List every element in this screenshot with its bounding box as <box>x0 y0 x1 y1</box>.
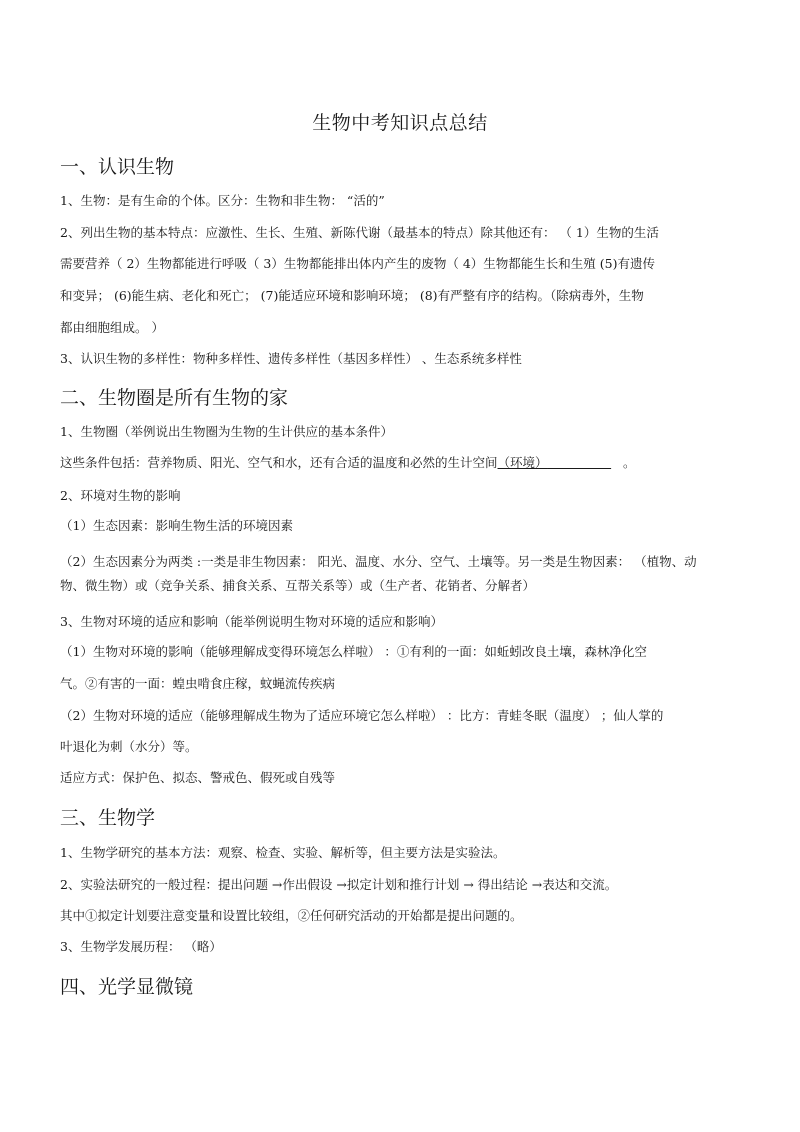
section-heading-2: 二、生物圈是所有生物的家 <box>60 387 289 409</box>
paragraph-text: 这些条件包括：营养物质、阳光、空气和水，还有合适的温度和必然的生计空间 <box>60 455 498 470</box>
paragraph-line: 3、认识生物的多样性：物种多样性、遗传多样性（基因多样性） 、生态系统多样性 <box>60 351 522 366</box>
paragraph-line: 1、生物圈（举例说出生物圈为生物的生计供应的基本条件） <box>60 424 393 439</box>
paragraph-line: 其中①拟定计划要注意变量和设置比较组，②任何研究活动的开始都是提出问题的。 <box>60 908 523 923</box>
paragraph-line: 1、生物学研究的基本方法：观察、检查、实验、解析等，但主要方法是实验法。 <box>60 845 506 860</box>
page-title: 生物中考知识点总结 <box>312 112 488 134</box>
paragraph-line: 3、生物对环境的适应和影响（能举例说明生物对环境的适应和影响） <box>60 614 443 629</box>
paragraph-line: 叶退化为刺（水分）等。 <box>60 739 198 754</box>
paragraph-line: 3、生物学发展历程： （略） <box>60 939 222 954</box>
paragraph-line: 2、实验法研究的一般过程：提出问题 →作出假设 →拟定计划和推行计划 → 得出结论 →表达和交流。 <box>60 877 618 892</box>
paragraph-line: 需要营养（ 2）生物都能进行呼吸（ 3）生物都能排出体内产生的废物（ 4）生物都能生长和生殖 (5)有遗传 <box>60 256 655 271</box>
section-heading-1: 一、认识生物 <box>60 156 175 178</box>
paragraph-line: （2）生物对环境的适应（能够理解成生物为了适应环境它怎么样啦） ：比方：青蛙冬眠（温度） ；仙人掌的 <box>60 708 664 723</box>
paragraph-line: 和变异； (6)能生病、老化和死亡； (7)能适应环境和影响环境； (8)有严整有序的结构。（除病毒外，生物 <box>60 288 644 303</box>
paragraph-line: 气。②有害的一面：蝗虫啃食庄稼，蚊蝇流传疾病 <box>60 676 336 691</box>
paragraph-line: 适应方式：保护色、拟态、警戒色、假死或自残等 <box>60 770 336 785</box>
paragraph-line: （1）生物对环境的影响（能够理解成变得环境怎么样啦） ：①有利的一面：如蚯蚓改良土壤，森林净化空 <box>60 644 647 659</box>
paragraph-line: 2、环境对生物的影响 <box>60 488 181 503</box>
paragraph-line: 1、生物：是有生命的个体。区分：生物和非生物： “活的” <box>60 193 385 208</box>
paragraph-line <box>60 453 636 471</box>
section-heading-4: 四、光学显微镜 <box>60 976 194 998</box>
paragraph-line: 2、列出生物的基本特点：应激性、生长、生殖、新陈代谢（最基本的特点）除其他还有： （ 1）生物的生活 <box>60 225 659 240</box>
paragraph-line: 都由细胞组成。 ） <box>60 320 164 335</box>
section-heading-3: 三、生物学 <box>60 807 156 829</box>
paragraph-text: 。 <box>623 455 636 470</box>
underlined-answer: （环境） <box>497 455 548 470</box>
paragraph-line: （2）生态因素分为两类 :一类是非生物因素： 阳光、温度、水分、空气、土壤等。另一类是生物因素： （植物、动 <box>60 554 697 569</box>
paragraph-line: 物、微生物）或（竞争关系、捕食关系、互帮关系等）或（生产者、花销者、分解者） <box>60 578 536 593</box>
paragraph-line: （1）生态因素：影响生物生活的环境因素 <box>60 518 293 533</box>
